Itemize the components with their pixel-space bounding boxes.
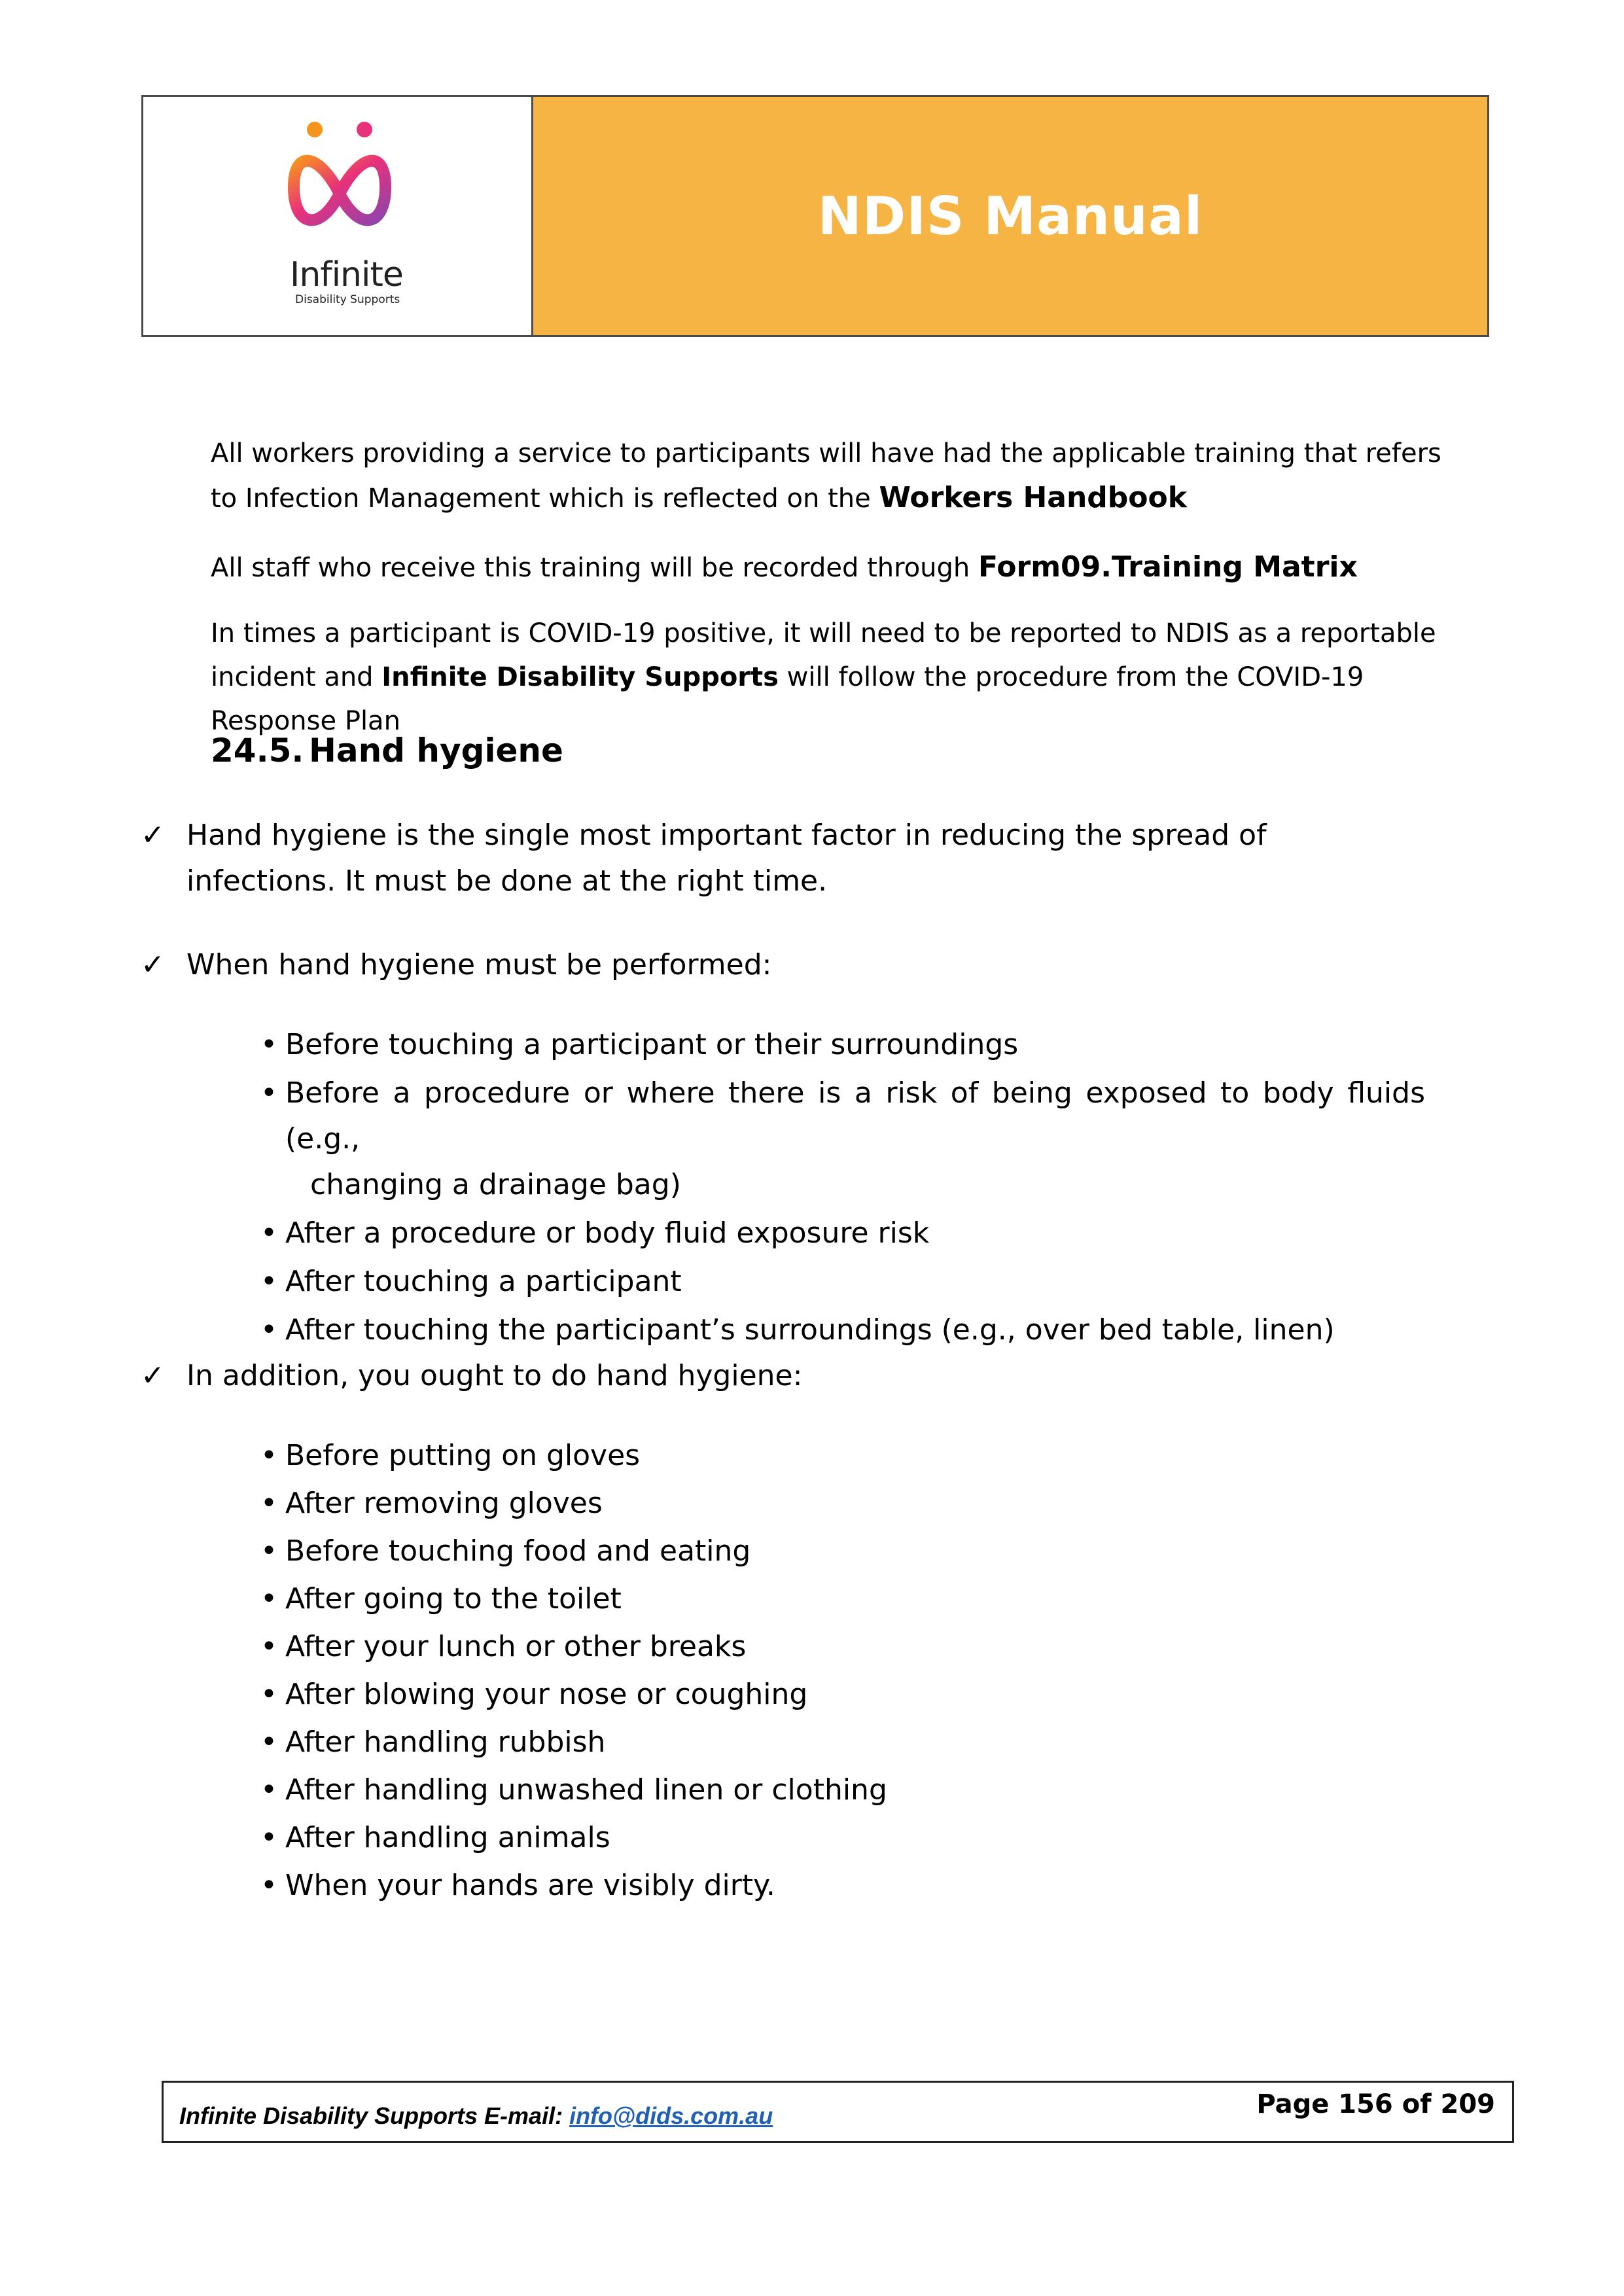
list-item-text: After a procedure or body fluid exposure risk	[285, 1216, 930, 1250]
list-item	[260, 1481, 1425, 1527]
bullet-list-addition	[260, 1433, 1425, 1909]
bullet-icon: •	[260, 1076, 277, 1110]
bullet-icon: •	[260, 1534, 277, 1568]
bullet-icon: •	[260, 1028, 277, 1061]
list-item	[260, 1576, 1425, 1622]
check-item-text: Hand hygiene is the single most important factor in reducing the spread of infections. It must be done at the right time.	[186, 819, 1267, 898]
email-link[interactable]: info@dids.com.au	[569, 2102, 773, 2129]
list-item	[260, 1767, 1425, 1813]
page-title: NDIS Manual	[817, 185, 1203, 247]
bullet-icon: •	[260, 1725, 277, 1759]
bullet-icon: •	[260, 1216, 277, 1250]
list-item-text: After touching the participant’s surroundings (e.g., over bed table, linen)	[285, 1313, 1335, 1347]
checkmark-icon: ✓	[141, 1359, 165, 1392]
page-footer	[162, 2081, 1514, 2143]
logo-name: Infinite	[290, 255, 403, 294]
training-matrix-ref: Form09.Training Matrix	[978, 550, 1358, 584]
checkmark-icon: ✓	[141, 819, 165, 852]
list-item-text: Before touching a participant or their surroundings	[285, 1028, 1019, 1061]
list-item-text: After removing gloves	[285, 1487, 603, 1520]
workers-handbook-ref: Workers Handbook	[879, 481, 1188, 514]
list-item	[260, 1720, 1425, 1765]
list-item	[260, 1259, 1425, 1305]
intro-paragraph-covid	[211, 612, 1454, 743]
bullet-icon: •	[260, 1487, 277, 1520]
checkmark-icon: ✓	[141, 948, 165, 981]
list-item	[260, 1433, 1425, 1479]
bullet-list-when	[260, 1022, 1425, 1353]
list-item-text: After blowing your nose or coughing	[285, 1678, 808, 1711]
bullet-icon: •	[260, 1582, 277, 1616]
list-item-text: When your hands are visibly dirty.	[285, 1869, 775, 1902]
bullet-icon: •	[260, 1630, 277, 1663]
list-item-text: After handling rubbish	[285, 1725, 606, 1759]
list-item-text: Before a procedure or where there is a risk of being exposed to body fluids (e.g.,	[285, 1076, 1425, 1156]
list-item	[260, 1307, 1425, 1353]
title-cell	[533, 97, 1487, 335]
intro-text: will follow the procedure from the COVID-19 Response Plan	[211, 662, 1364, 736]
list-item-text: After going to the toilet	[285, 1582, 622, 1616]
list-item	[260, 1815, 1425, 1861]
section-number: 24.5.	[211, 732, 304, 769]
intro-paragraph-record	[211, 545, 1454, 590]
page-number: Page 156 of 209	[1256, 2089, 1495, 2119]
list-item	[260, 1672, 1425, 1718]
list-item-text: After your lunch or other breaks	[285, 1630, 747, 1663]
section-heading	[211, 732, 563, 769]
list-item	[260, 1070, 1425, 1208]
list-item-text: Before putting on gloves	[285, 1439, 641, 1472]
list-item	[260, 1624, 1425, 1670]
check-item-text: In addition, you ought to do hand hygiene:	[186, 1359, 803, 1392]
section-title: Hand hygiene	[309, 732, 563, 769]
footer-contact	[179, 2102, 773, 2130]
intro-text: In times a participant is COVID-19 positive, it will need to be reported to NDIS as a reportable incident and	[211, 618, 1436, 692]
list-item	[260, 1210, 1425, 1256]
bullet-icon: •	[260, 1678, 277, 1711]
intro-text: All workers providing a service to participants will have had the applicable training that refers to Infection Management which is reflected on the	[211, 438, 1441, 514]
list-item-text: After touching a participant	[285, 1265, 682, 1298]
logo-cell	[143, 97, 533, 335]
page-header	[141, 95, 1489, 337]
list-item	[260, 1863, 1425, 1909]
list-item-text: After handling animals	[285, 1821, 610, 1854]
list-item	[260, 1022, 1425, 1068]
intro-text: All staff who receive this training will be recorded through	[211, 553, 978, 583]
bullet-icon: •	[260, 1265, 277, 1298]
list-item	[260, 1528, 1425, 1574]
bullet-icon: •	[260, 1439, 277, 1472]
list-item-text: Before touching food and eating	[285, 1534, 751, 1568]
company-name: Infinite Disability Supports	[381, 662, 779, 692]
logo-subtitle: Disability Supports	[295, 293, 400, 306]
bullet-icon: •	[260, 1869, 277, 1902]
list-item-text-continued: changing a drainage bag)	[310, 1168, 681, 1201]
bullet-icon: •	[260, 1313, 277, 1347]
list-item-text: After handling unwashed linen or clothing	[285, 1773, 887, 1807]
intro-paragraph-training	[211, 432, 1454, 521]
check-item-text: When hand hygiene must be performed:	[186, 948, 772, 981]
bullet-icon: •	[260, 1773, 277, 1807]
bullet-icon: •	[260, 1821, 277, 1854]
footer-label: Infinite Disability Supports E-mail:	[179, 2102, 570, 2129]
infinite-logo-icon	[274, 115, 405, 253]
